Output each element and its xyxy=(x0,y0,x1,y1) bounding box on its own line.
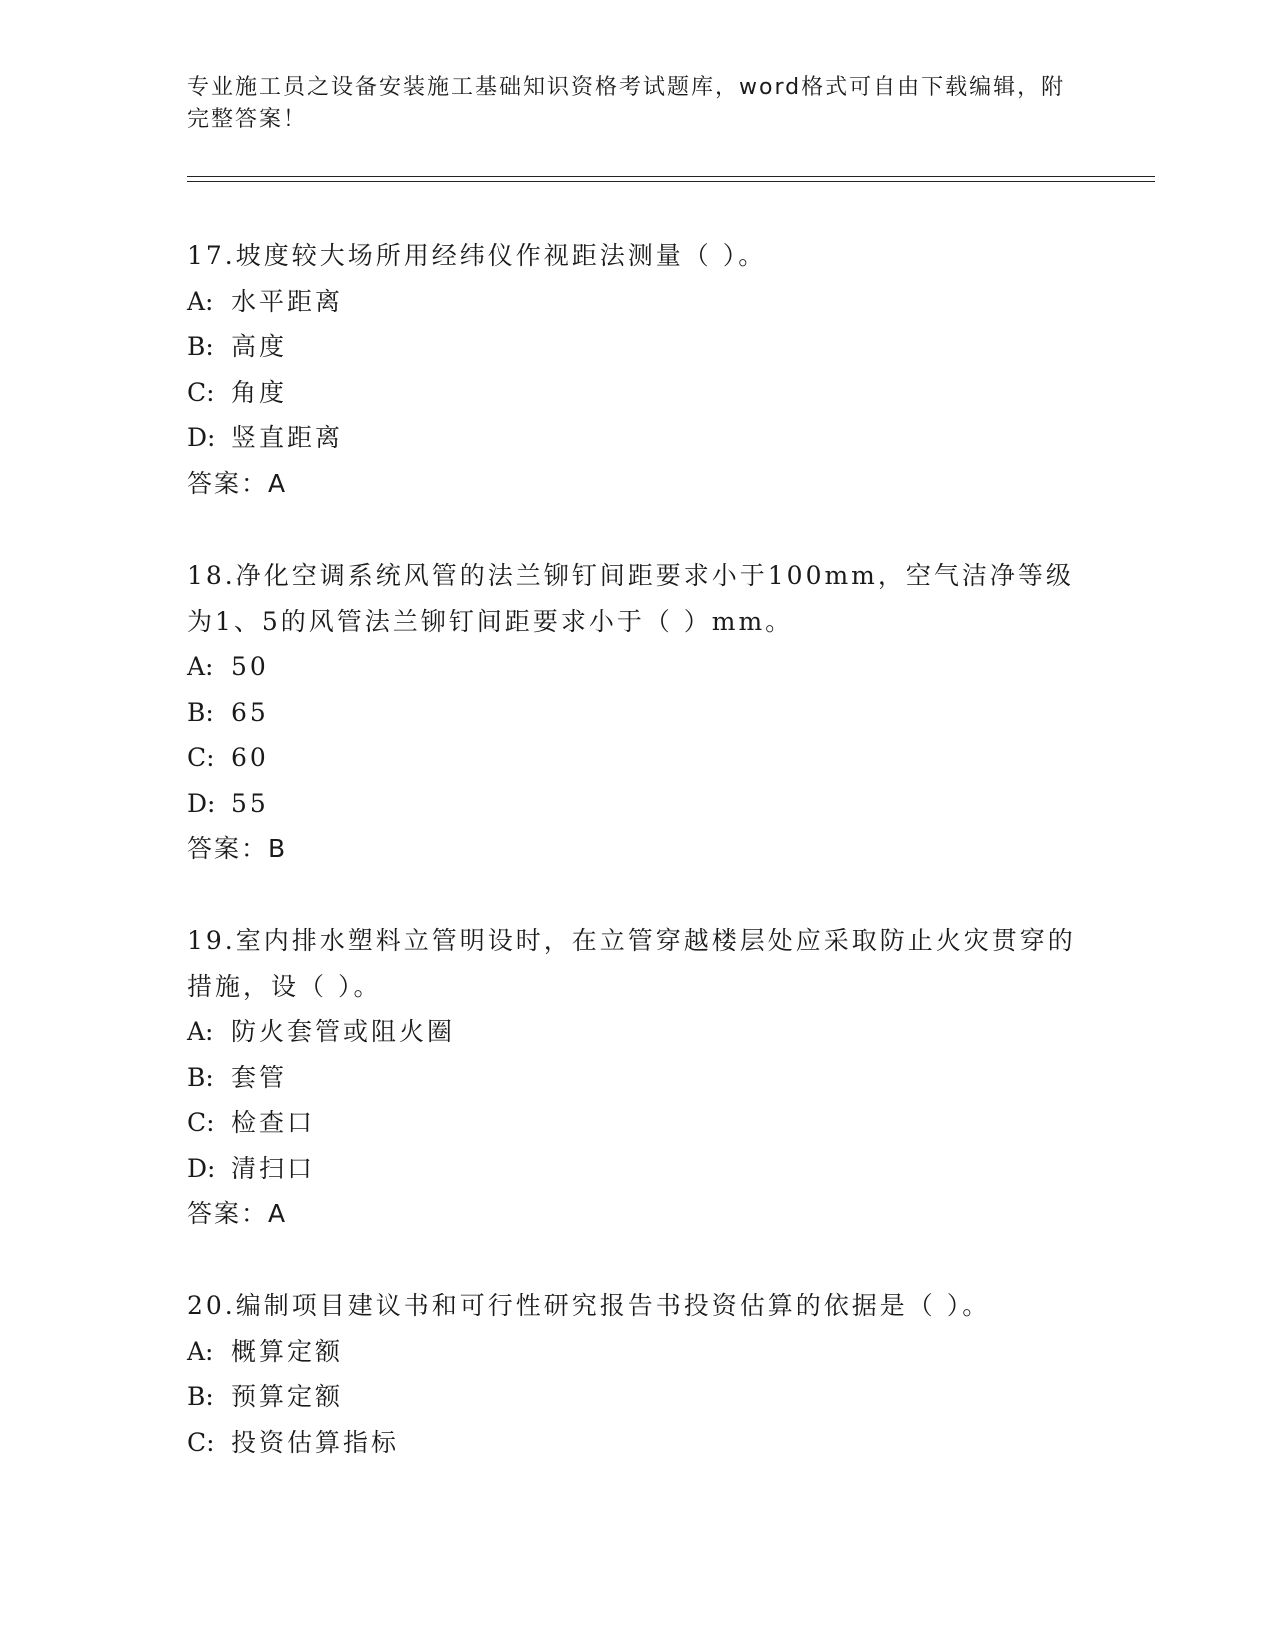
question-stem: 18.净化空调系统风管的法兰铆钉间距要求小于100mm，空气洁净等级为1、5的风管法兰铆钉间距要求小于（ ）mm。 xyxy=(187,561,1074,636)
question-stem: 20.编制项目建议书和可行性研究报告书投资估算的依据是（ ）。 xyxy=(187,1291,991,1320)
question-18 xyxy=(187,553,1087,872)
header-divider-top xyxy=(187,176,1155,177)
option-text: 套管 xyxy=(231,1062,288,1092)
option-a xyxy=(187,1329,1087,1375)
option-c xyxy=(187,735,1087,781)
option-text: 预算定额 xyxy=(231,1382,344,1411)
option-letter: C: xyxy=(187,743,215,772)
option-text: 水平距离 xyxy=(231,286,344,316)
option-text: 检查口 xyxy=(231,1108,316,1137)
option-text: 竖直距离 xyxy=(231,423,344,452)
option-b xyxy=(187,1374,1087,1420)
option-d xyxy=(187,781,1087,827)
option-letter: B: xyxy=(187,1382,214,1411)
option-text: 清扫口 xyxy=(231,1153,316,1183)
option-c xyxy=(187,370,1087,416)
option-text: 防火套管或阻火圈 xyxy=(231,1017,456,1046)
option-b xyxy=(187,690,1087,736)
option-a xyxy=(187,644,1087,690)
question-17 xyxy=(187,233,1087,506)
answer-line: 答案：A xyxy=(187,468,288,498)
option-b xyxy=(187,324,1087,370)
option-letter: A: xyxy=(187,286,214,316)
option-letter: B: xyxy=(187,697,214,727)
option-letter: B: xyxy=(187,1062,214,1092)
header-divider-bottom xyxy=(187,181,1155,182)
option-letter: C: xyxy=(187,1427,215,1457)
option-text: 55 xyxy=(231,788,269,818)
option-b xyxy=(187,1055,1087,1101)
option-text: 65 xyxy=(231,697,269,727)
option-c xyxy=(187,1420,1087,1466)
document-header: 专业施工员之设备安装施工基础知识资格考试题库，word格式可自由下载编辑，附完整答案！ xyxy=(187,75,1066,132)
option-text: 概算定额 xyxy=(231,1336,344,1366)
option-letter: A: xyxy=(187,1336,214,1366)
option-text: 60 xyxy=(231,743,269,772)
option-text: 高度 xyxy=(231,332,288,361)
option-text: 投资估算指标 xyxy=(231,1427,400,1457)
answer-line: 答案：B xyxy=(187,834,288,863)
option-letter: D: xyxy=(187,1153,216,1183)
option-d xyxy=(187,415,1087,461)
option-text: 50 xyxy=(231,652,269,681)
answer-line: 答案：A xyxy=(187,1199,288,1228)
option-letter: D: xyxy=(187,788,216,818)
question-19 xyxy=(187,918,1087,1237)
option-letter: A: xyxy=(187,652,214,681)
question-stem: 19.室内排水塑料立管明设时，在立管穿越楼层处应采取防止火灾贯穿的措施，设（ ）。 xyxy=(187,926,1076,1001)
option-c xyxy=(187,1100,1087,1146)
question-stem: 17.坡度较大场所用经纬仪作视距法测量（ ）。 xyxy=(187,241,767,270)
option-letter: C: xyxy=(187,377,215,407)
option-letter: B: xyxy=(187,332,214,361)
option-letter: D: xyxy=(187,423,216,452)
option-a xyxy=(187,279,1087,325)
option-text: 角度 xyxy=(231,377,288,407)
option-letter: A: xyxy=(187,1017,214,1046)
option-a xyxy=(187,1009,1087,1055)
option-d xyxy=(187,1146,1087,1192)
question-20 xyxy=(187,1283,1087,1465)
option-letter: C: xyxy=(187,1108,215,1137)
